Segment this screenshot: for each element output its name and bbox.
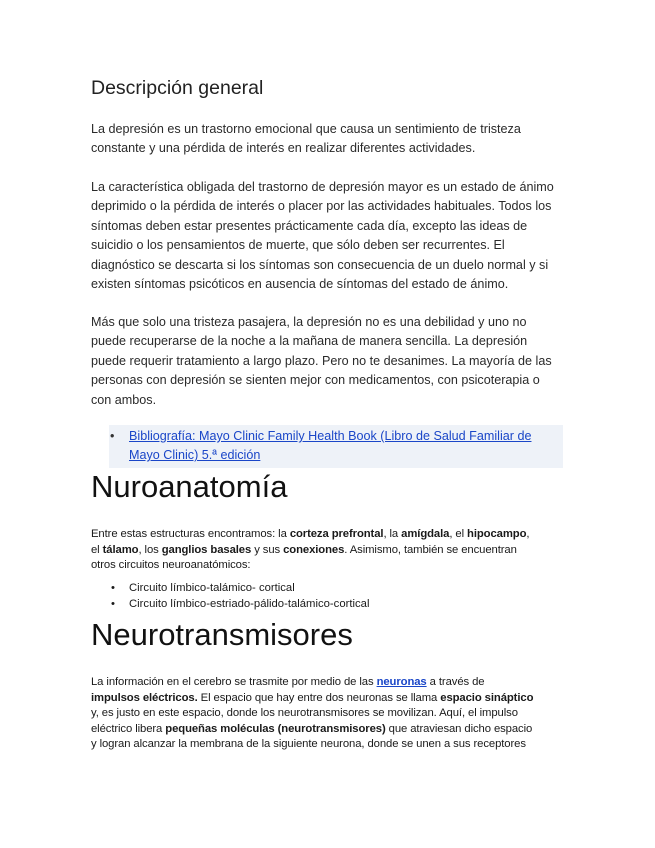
paragraph-structures: Entre estas estructuras encontramos: la corteza prefrontal, la amígdala, el hipocampo, el tálamo, los ganglios basales y sus conexiones. Asimismo, también se encuentran otros circuitos neuroanatómicos: <box>91 528 530 571</box>
neuronas-link[interactable]: neuronas <box>376 676 427 688</box>
list-item: • Circuito límbico-estriado-pálido-talámico-cortical <box>111 597 370 610</box>
text-line: existen síntomas psicóticos en ausencia de síntomas del estado de ánimo. <box>91 277 509 292</box>
text-line: diagnóstico se descarta si los síntomas son consecuencia de un duelo normal y si <box>91 257 549 272</box>
text-line: deprimido o la pérdida de interés o placer por las actividades habituales. Todos los <box>91 199 552 214</box>
text-line: puede requerir tratamiento a largo plazo. Pero no te desanimes. La mayoría de las <box>91 353 552 368</box>
text-line: suicidio o los pensamientos de muerte, que sólo deben ser recurrentes. El <box>91 238 505 253</box>
section-title-descripcion: Descripción general <box>91 77 264 99</box>
paragraph-definition <box>91 120 565 159</box>
circuit-list <box>91 581 369 612</box>
list-item: • Circuito límbico-talámico- cortical <box>111 582 295 594</box>
bullet: • <box>110 429 115 443</box>
bibliography-item <box>109 425 563 468</box>
paragraph-neurotransmitters: La información en el cerebro se trasmite por medio de las neuronas a través de impulsos eléctricos. El espacio que hay entre dos neuronas se llama espacio sináptico y, es justo en este espacio, donde los neurotransmisores se movilizan. Aquí, el impulso eléctrico libera pequeñas moléculas (neurotransmisores) que atraviesan dicho espacio y logran alcanzar la membrana de la siguiente neurona, donde se unen a sus receptores <box>91 676 534 750</box>
text-line: La depresión es un trastorno emocional que causa un sentimiento de tristeza <box>91 122 521 136</box>
text-line: Más que solo una tristeza pasajera, la depresión no es una debilidad y uno no <box>91 315 527 329</box>
paragraph-characteristics <box>91 178 565 294</box>
text-line: constante y una pérdida de interés en realizar diferentes actividades. <box>91 141 476 156</box>
text-line: con ambos. <box>91 392 157 407</box>
bibliography-link[interactable]: Bibliografía: Mayo Clinic Family Health Book (Libro de Salud Familiar de Mayo Clinic) 5.ª edición <box>129 429 532 463</box>
text-line: síntomas deben estar presentes prácticamente cada día, excepto las ideas de <box>91 218 528 233</box>
text-line: La característica obligada del trastorno de depresión mayor es un estado de ánimo <box>91 180 554 194</box>
text-line: puede recuperarse de la noche a la mañana de manera sencilla. La depresión <box>91 334 528 349</box>
section-title-neurotransmisores: Neurotransmisores <box>91 617 353 652</box>
section-title-nuroanatomia: Nuroanatomía <box>91 469 288 504</box>
text-line: personas con depresión se sienten mejor con medicamentos, con psicoterapia o <box>91 373 540 388</box>
paragraph-treatment <box>91 313 565 410</box>
